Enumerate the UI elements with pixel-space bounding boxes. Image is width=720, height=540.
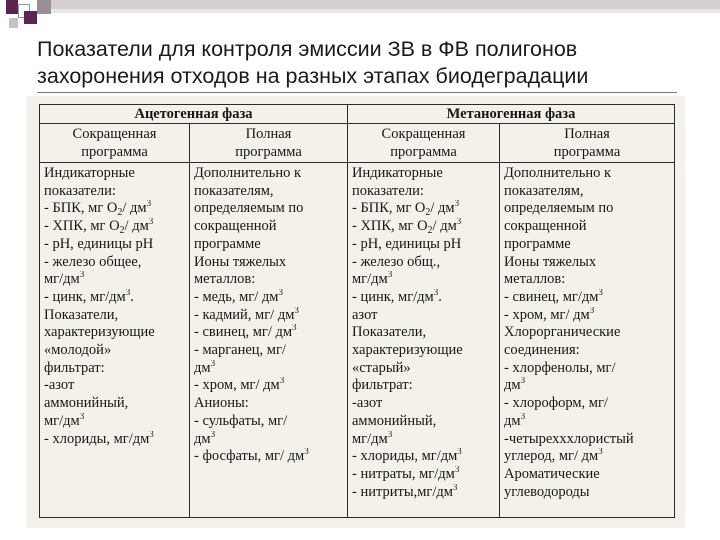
cell-line: программе: [194, 235, 261, 252]
cell-line: $дм^3$: [194, 359, 216, 376]
cell-line: $мг/дм^3$: [352, 271, 393, 288]
cell-line: показатели:: [352, 182, 424, 199]
phase-header-row: [40, 105, 675, 124]
cell-line: - медь, мг/ $дм^3$: [194, 288, 283, 305]
title-decoration: [0, 0, 720, 40]
cell-line: показателям,: [194, 182, 274, 199]
header-band: [51, 0, 720, 9]
slide-title-line: захоронения отходов на разных этапах биодеградации: [37, 64, 589, 88]
cell-line: - хром, мг/ $дм^3$: [194, 377, 285, 394]
cell-line: Показатели,: [44, 306, 119, 323]
cell-line: - БПК, мг $О_2/$ $дм^3$: [44, 200, 152, 219]
decor-square: [6, 0, 18, 14]
table-cell: [500, 163, 675, 518]
cell-line: - свинец, мг/ $дм^3$: [194, 324, 297, 341]
program-header-line: программа: [81, 143, 148, 160]
cell-line: Ионы тяжелых: [504, 253, 597, 270]
cell-line: определяемым по: [504, 200, 614, 217]
cell-line: $дм^3$: [194, 430, 216, 447]
cell-line: - ХПК, мг $О_2/$ $дм^3$: [44, 218, 154, 236]
cell-line: Хлорорганические: [504, 324, 621, 341]
cell-line: - хлороформ, мг/: [504, 395, 608, 412]
table-cell: [190, 163, 348, 518]
cell-line: - сульфаты, мг/: [194, 412, 288, 429]
slide-title-line: Показатели для контроля эмиссии ЗВ в ФВ полигонов: [37, 37, 578, 61]
cell-line: -азот: [352, 395, 383, 412]
decor-square: [9, 18, 18, 28]
cell-line: «молодой»: [44, 342, 112, 359]
header-band-fade: [51, 9, 720, 13]
cell-line: фильтрат:: [352, 377, 413, 394]
cell-line: - хлориды, $мг/дм^3$: [352, 448, 462, 465]
cell-line: фильтрат:: [44, 359, 105, 376]
program-header: [40, 124, 190, 163]
cell-line: углерод, мг/ $дм^3$: [504, 448, 603, 465]
program-header-line: Сокращенная: [72, 126, 157, 142]
cell-line: $дм^3$: [504, 412, 526, 429]
cell-line: углеводороды: [504, 483, 590, 500]
program-header-line: Полная: [564, 126, 610, 142]
cell-line: характеризующие: [44, 324, 155, 341]
phase-header: Ацетогенная фаза: [40, 105, 348, 124]
cell-line: - марганец, мг/: [194, 342, 286, 359]
cell-line: сокращенной: [194, 218, 277, 235]
cell-line: металлов:: [194, 271, 256, 288]
cell-line: $мг/дм^3$: [44, 271, 85, 288]
cell-line: - рН, единицы рН: [352, 235, 462, 252]
cell-line: - рН, единицы рН: [44, 235, 154, 252]
table-body-row: [40, 163, 675, 518]
cell-line: - БПК, мг $О_2/$ $дм^3$: [352, 200, 460, 219]
program-header-row: [40, 124, 675, 163]
cell-line: - железо общее,: [44, 253, 142, 270]
program-header-line: Сокращенная: [381, 126, 466, 142]
cell-line: сокращенной: [504, 218, 587, 235]
cell-line: соединения:: [504, 342, 580, 359]
decor-square: [37, 0, 51, 14]
cell-line: $дм^3$: [504, 377, 526, 394]
cell-line: - железо общ.,: [352, 253, 441, 270]
table-cell: [348, 163, 500, 518]
cell-line: показателям,: [504, 182, 584, 199]
cell-line: - ХПК, мг $О_2/$ $дм^3$: [352, 218, 462, 236]
cell-line: программе: [504, 235, 571, 252]
program-header-line: программа: [553, 143, 621, 160]
cell-line: - хлорфенолы, мг/: [504, 359, 616, 376]
cell-line: Анионы:: [194, 395, 249, 412]
cell-line: - нитраты, $мг/дм^3$: [352, 465, 460, 482]
cell-line: - хлориды, $мг/дм^3$: [44, 430, 154, 447]
phase-header: Метаногенная фаза: [348, 105, 675, 124]
cell-line: Индикаторные: [44, 165, 135, 181]
cell-line: аммонийный,: [44, 395, 129, 412]
cell-line: -четырехххлористый: [504, 430, 634, 447]
program-header: [190, 124, 348, 163]
cell-line: Дополнительно к: [194, 165, 302, 181]
decor-square: [24, 11, 37, 24]
cell-line: - свинец, $мг/дм^3$: [504, 288, 603, 305]
cell-line: Ионы тяжелых: [194, 253, 287, 270]
cell-line: - кадмий, мг/ $дм^3$: [194, 306, 299, 323]
cell-line: Ароматические: [504, 465, 600, 482]
program-header-line: программа: [235, 143, 302, 160]
cell-line: определяемым по: [194, 200, 304, 217]
program-header: [500, 124, 675, 163]
cell-line: - фосфаты, мг/ $дм^3$: [194, 448, 309, 465]
cell-line: - хром, мг/ $дм^3$: [504, 306, 595, 323]
cell-line: - цинк, $мг/дм^3$.: [44, 288, 134, 305]
cell-line: - $нитриты,мг/дм^3$: [352, 483, 458, 500]
cell-line: характеризующие: [352, 342, 463, 359]
cell-line: азот: [352, 306, 378, 323]
cell-line: Индикаторные: [352, 165, 443, 181]
cell-line: $мг/дм^3$: [352, 430, 393, 447]
monitoring-table: [39, 104, 675, 518]
cell-line: показатели:: [44, 182, 116, 199]
cell-line: - цинк, $мг/дм^3$.: [352, 288, 442, 305]
cell-line: аммонийный,: [352, 412, 437, 429]
program-header-line: Полная: [245, 126, 292, 142]
program-header-line: программа: [390, 143, 457, 160]
cell-line: Дополнительно к: [504, 165, 612, 181]
cell-line: Показатели,: [352, 324, 427, 341]
table-cell: [40, 163, 190, 518]
cell-line: металлов:: [504, 271, 566, 288]
cell-line: $мг/дм^3$: [44, 412, 85, 429]
title-underline: [37, 92, 677, 93]
slide-title: [37, 36, 707, 90]
program-header: [348, 124, 500, 163]
cell-line: -азот: [44, 377, 75, 394]
cell-line: «старый»: [352, 359, 411, 376]
